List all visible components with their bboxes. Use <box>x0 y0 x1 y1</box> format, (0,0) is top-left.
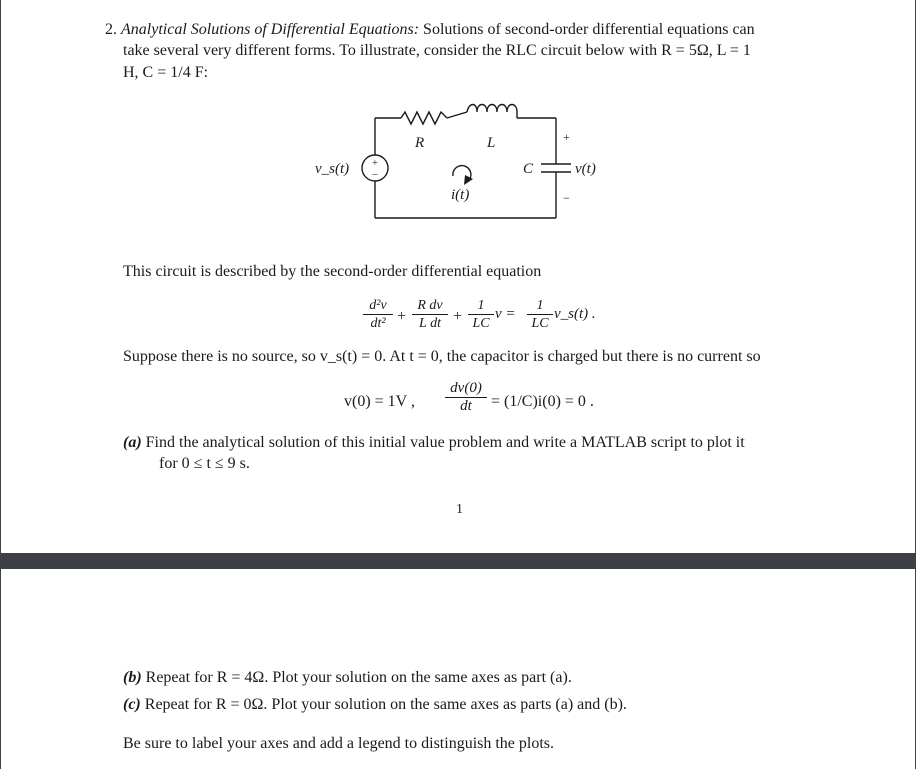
source-plus: + <box>372 158 378 169</box>
page-2 <box>0 569 916 769</box>
part-c-label: (c) <box>123 696 141 713</box>
derivative-den: dt <box>460 398 472 414</box>
resistor-label: R <box>415 135 425 151</box>
ode-term-4 <box>527 298 553 331</box>
problem-line-3: H, C = 1/4 F: <box>123 64 209 81</box>
part-a-line-1 <box>123 433 745 453</box>
derivative-num: dv(0) <box>450 380 482 396</box>
initial-condition-v0: v(0) = 1V , <box>344 393 415 410</box>
part-a-line-2: for 0 ≤ t ≤ 9 s. <box>159 455 250 472</box>
ode-term-2 <box>412 298 448 331</box>
ode-term-3-den: LC <box>472 316 490 331</box>
ode-term-4-num: 1 <box>536 298 544 313</box>
part-b-text: Repeat for R = 4Ω. Plot your solution on the same axes as part (a). <box>145 669 572 686</box>
ode-plus-1: + <box>397 308 407 325</box>
ode-term-4-den: LC <box>531 316 549 331</box>
source-minus: − <box>371 169 379 181</box>
ode-term-1 <box>363 298 393 331</box>
ode-term-3 <box>468 298 494 331</box>
condition-text: Suppose there is no source, so v_s(t) = 0. At t = 0, the capacitor is charged but there is no current so <box>123 348 761 365</box>
page-number: 1 <box>456 502 463 517</box>
initial-condition-derivative <box>445 381 487 414</box>
capacitor-minus: − <box>563 191 570 205</box>
ode-term-3-num: 1 <box>477 298 485 313</box>
inductor-symbol <box>467 105 517 113</box>
ode-term-1-num: d²v <box>369 298 387 313</box>
problem-line-1 <box>105 20 755 40</box>
resistor-symbol <box>401 112 447 124</box>
capacitor-plus: + <box>563 130 570 144</box>
ode-term-1-den: dt² <box>370 316 386 331</box>
ode-term-2-num: R dv <box>417 298 443 313</box>
part-c-text: Repeat for R = 0Ω. Plot your solution on the same axes as parts (a) and (b). <box>144 696 627 713</box>
current-label: i(t) <box>451 187 470 203</box>
current-arrowhead <box>464 175 473 185</box>
mid-wire <box>447 112 467 118</box>
capacitor-label: C <box>523 161 534 177</box>
initial-condition-current: = (1/C)i(0) = 0 . <box>491 393 594 410</box>
inductor-label: L <box>487 135 496 151</box>
ode-term-3-var: v = <box>495 306 516 322</box>
problem-number: 2. <box>105 21 117 38</box>
problem-line-2: take several very different forms. To illustrate, consider the RLC circuit below with R = 5Ω, L = 1 <box>123 42 751 59</box>
part-c <box>123 695 627 715</box>
page-gap <box>0 553 916 569</box>
description-text: This circuit is described by the second-order differential equation <box>123 263 542 280</box>
problem-intro-rest: Solutions of second-order differential equations can <box>423 21 755 38</box>
rlc-circuit-diagram <box>291 92 631 232</box>
source-label: v_s(t) <box>315 161 350 177</box>
part-a-label: (a) <box>123 434 142 451</box>
problem-title: Analytical Solutions of Differential Equations: <box>121 21 420 38</box>
footer-note: Be sure to label your axes and add a legend to distinguish the plots. <box>123 735 555 752</box>
capacitor-voltage-label: v(t) <box>575 161 596 177</box>
ode-term-4-var: v_s(t) . <box>554 306 596 322</box>
part-b <box>123 668 572 688</box>
ode-plus-2: + <box>453 308 463 325</box>
part-b-label: (b) <box>123 669 142 686</box>
ode-term-2-den: L dt <box>419 316 441 331</box>
part-a-text: Find the analytical solution of this initial value problem and write a MATLAB script to plot it <box>145 434 745 451</box>
